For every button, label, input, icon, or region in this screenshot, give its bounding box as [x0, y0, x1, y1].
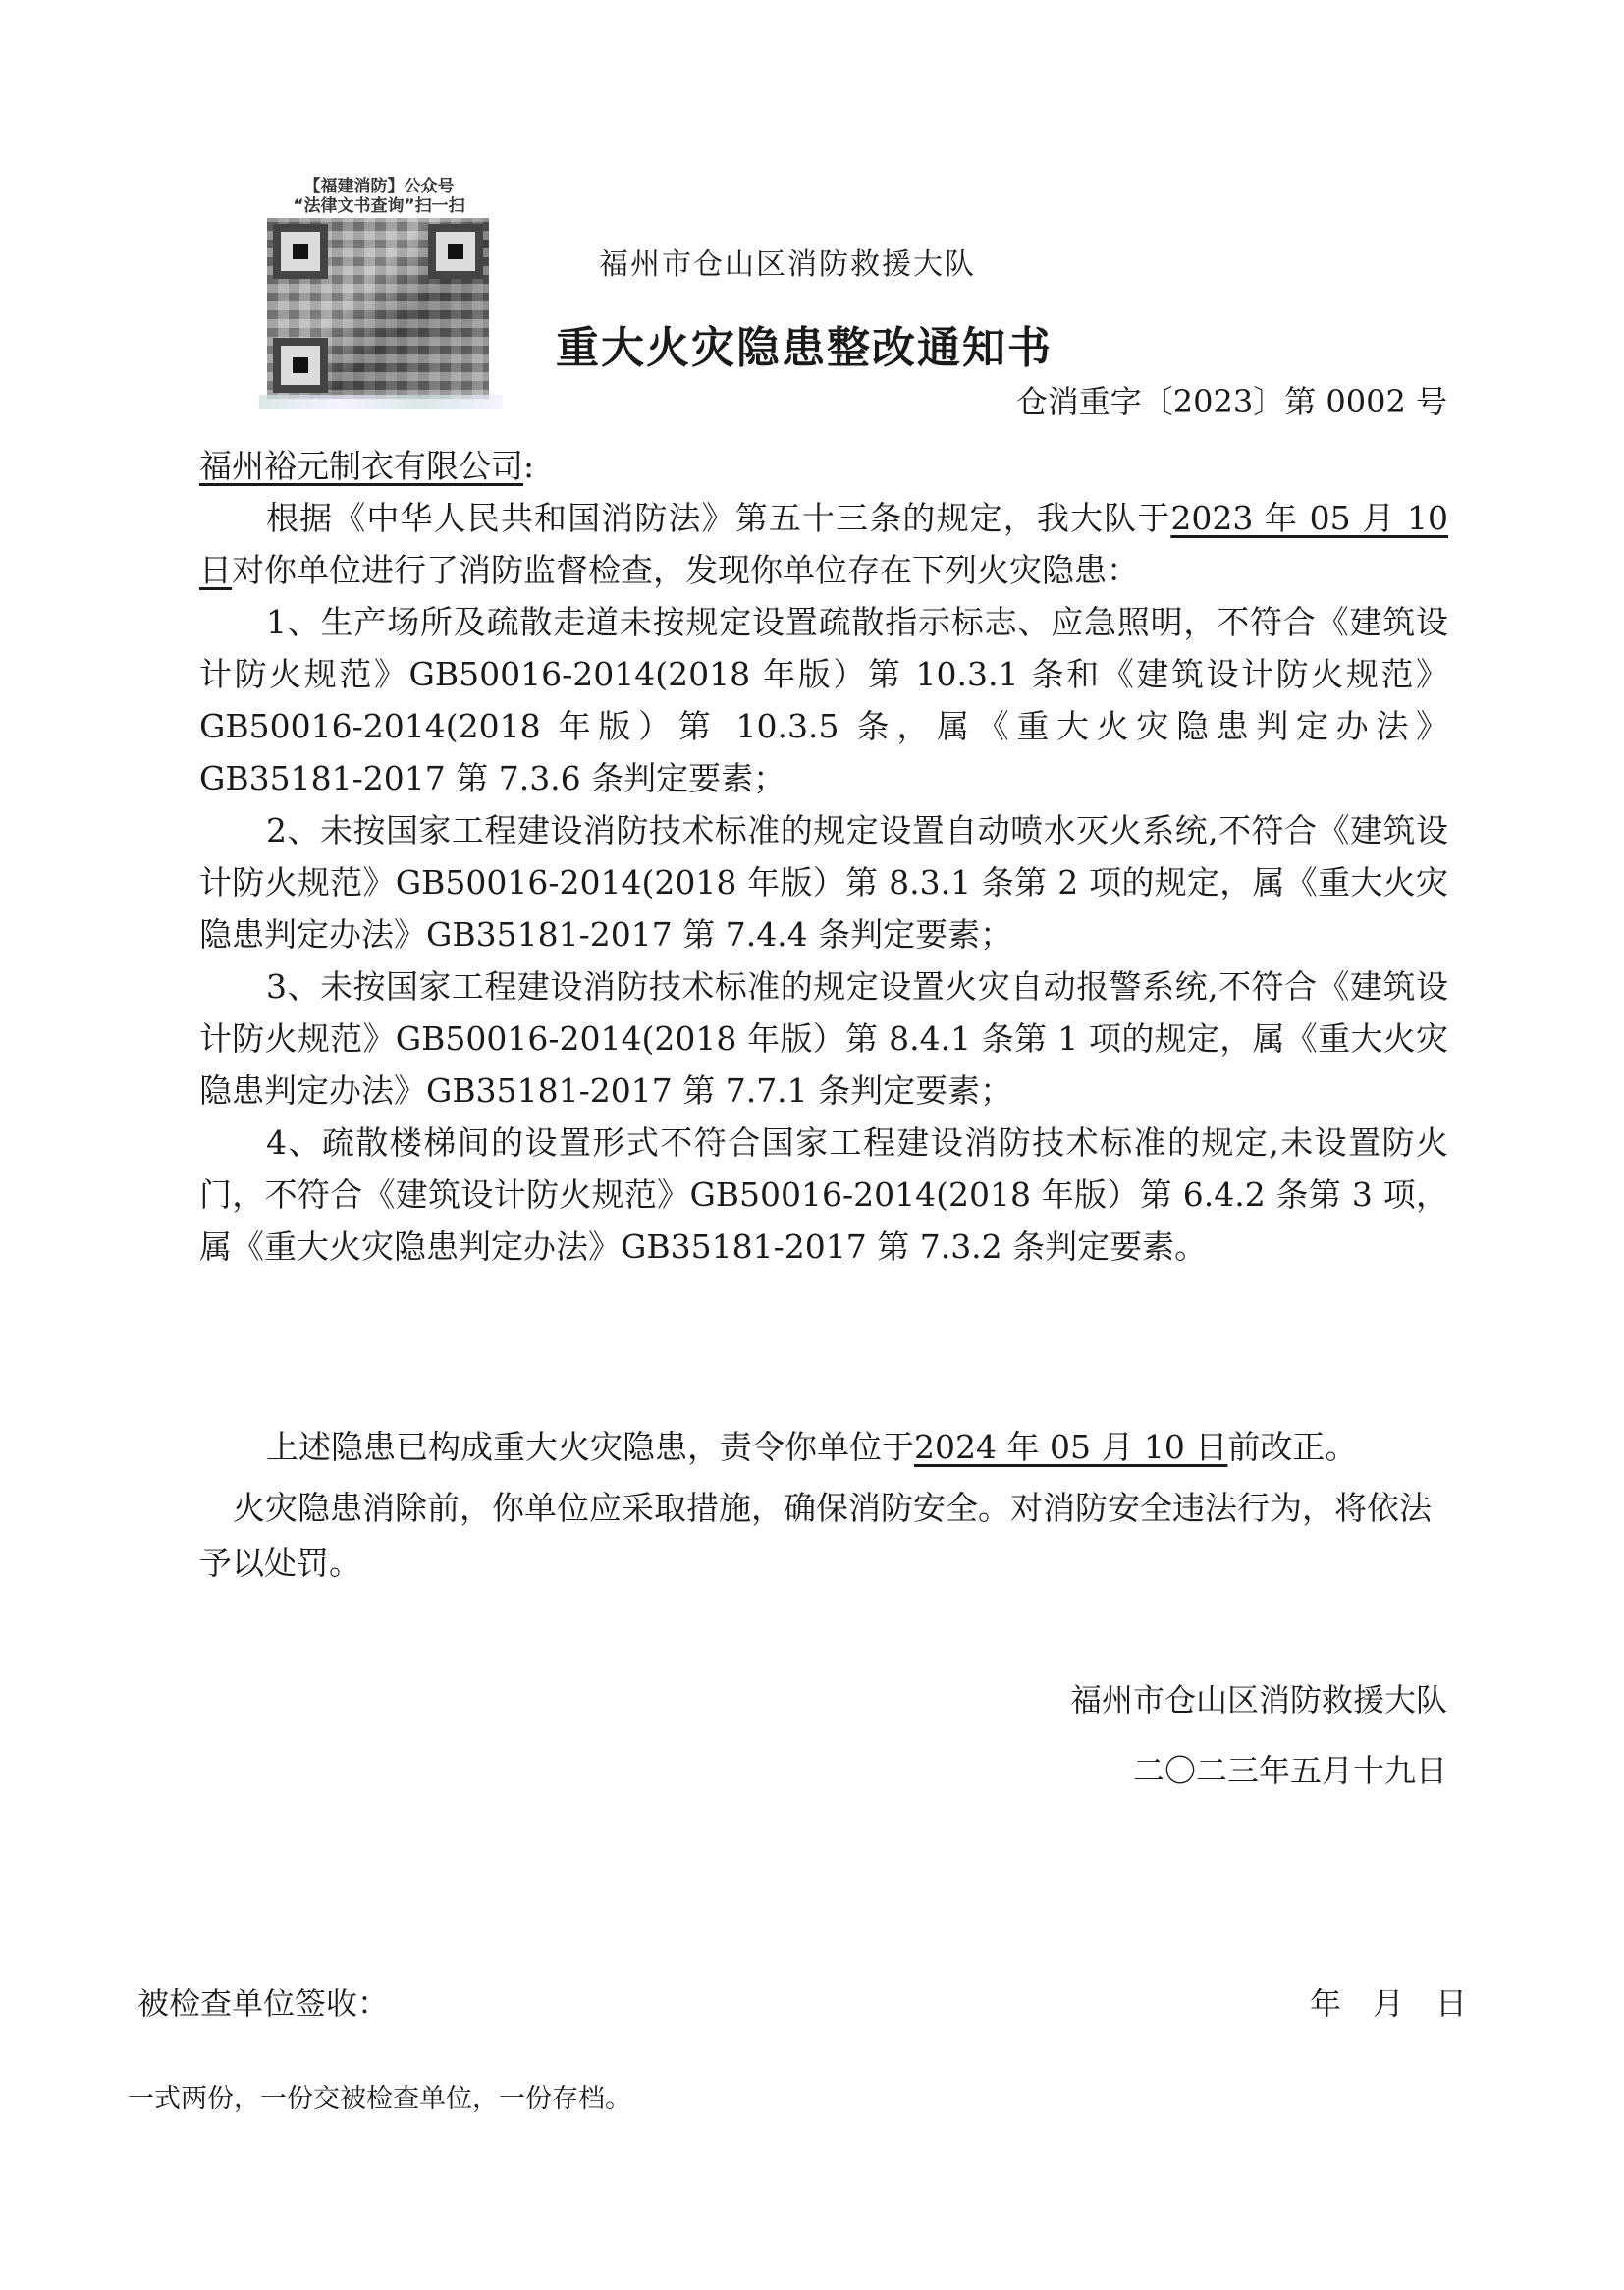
intro-paragraph [199, 492, 1448, 596]
deadline-date: 2024 年 05 月 10 日 [914, 1428, 1228, 1466]
reference-number: 仓消重字〔2023〕第 0002 号 [1015, 383, 1447, 420]
signature-issuer: 福州市仓山区消防救援大队 [1069, 1681, 1447, 1718]
document-title: 重大火灾隐患整改通知书 [556, 323, 1053, 373]
inspection-date: 2023 年 05 月 10 日 [199, 499, 1448, 589]
recipient-name: 福州裕元制衣有限公司 [199, 447, 523, 485]
recipient-line: 福州裕元制衣有限公司: [199, 447, 535, 485]
hazard-item: 2、未按国家工程建设消防技术标准的规定设置自动喷水灭火系统,不符合《建筑设计防火规范》GB50016-2014(2018 年版）第 8.3.1 条第 2 项的规定，属《重大火灾隐患判定办法》GB35181-2017 第 7.4.4 条判定要素； [199, 811, 1448, 954]
qr-code-icon[interactable] [267, 218, 489, 399]
footnote: 一式两份，一份交被检查单位，一份存档。 [128, 2084, 631, 2114]
qr-caption-line1: 【福建消防】公众号 [303, 177, 455, 196]
intro-text: 根据《中华人民共和国消防法》第五十三条的规定，我大队于 [266, 499, 1171, 537]
signature-date: 二〇二三年五月十九日 [1132, 1752, 1447, 1789]
warning-paragraph: 火灾隐患消除前，你单位应采取措施，确保消防安全。对消防安全违法行为，将依法予以处罚。 [199, 1489, 1432, 1582]
receipt-label: 被检查单位签收： [137, 1985, 390, 2022]
document-body [199, 440, 1448, 1273]
receipt-date-blank: 年 月 日 [1309, 1985, 1467, 2022]
intro-text-cont: 对你单位进行了消防监督检查，发现你单位存在下列火灾隐患： [232, 551, 1139, 589]
qr-caption-line2: “法律文书查询”扫一扫 [293, 196, 465, 216]
closing-section [199, 1414, 1448, 1591]
qr-blurred-strip [259, 395, 503, 409]
order-text: 上述隐患已构成重大火灾隐患，责令你单位于 [266, 1428, 914, 1466]
order-paragraph [199, 1414, 1448, 1481]
hazard-item: 1、生产场所及疏散走道未按规定设置疏散指示标志、应急照明，不符合《建筑设计防火规范》GB50016-2014(2018 年版）第 10.3.1 条和《建筑设计防火规范》GB50016-2014(2018 年版）第 10.3.5 条，属《重大火灾隐患判定办法》GB35181-2017 第 7.3.6 条判定要素； [199, 603, 1448, 797]
hazard-item: 3、未按国家工程建设消防技术标准的规定设置火灾自动报警系统,不符合《建筑设计防火规范》GB50016-2014(2018 年版）第 8.4.1 条第 1 项的规定，属《重大火灾隐患判定办法》GB35181-2017 第 7.7.1 条判定要素； [199, 967, 1448, 1110]
hazard-item: 4、疏散楼梯间的设置形式不符合国家工程建设消防技术标准的规定,未设置防火门，不符合《建筑设计防火规范》GB50016-2014(2018 年版）第 6.4.2 条第 3 项，属《重大火灾隐患判定办法》GB35181-2017 第 7.3.2 条判定要素。 [199, 1123, 1448, 1266]
order-text-cont: 前改正。 [1227, 1428, 1358, 1466]
issuer-header: 福州市仓山区消防救援大队 [599, 247, 976, 282]
